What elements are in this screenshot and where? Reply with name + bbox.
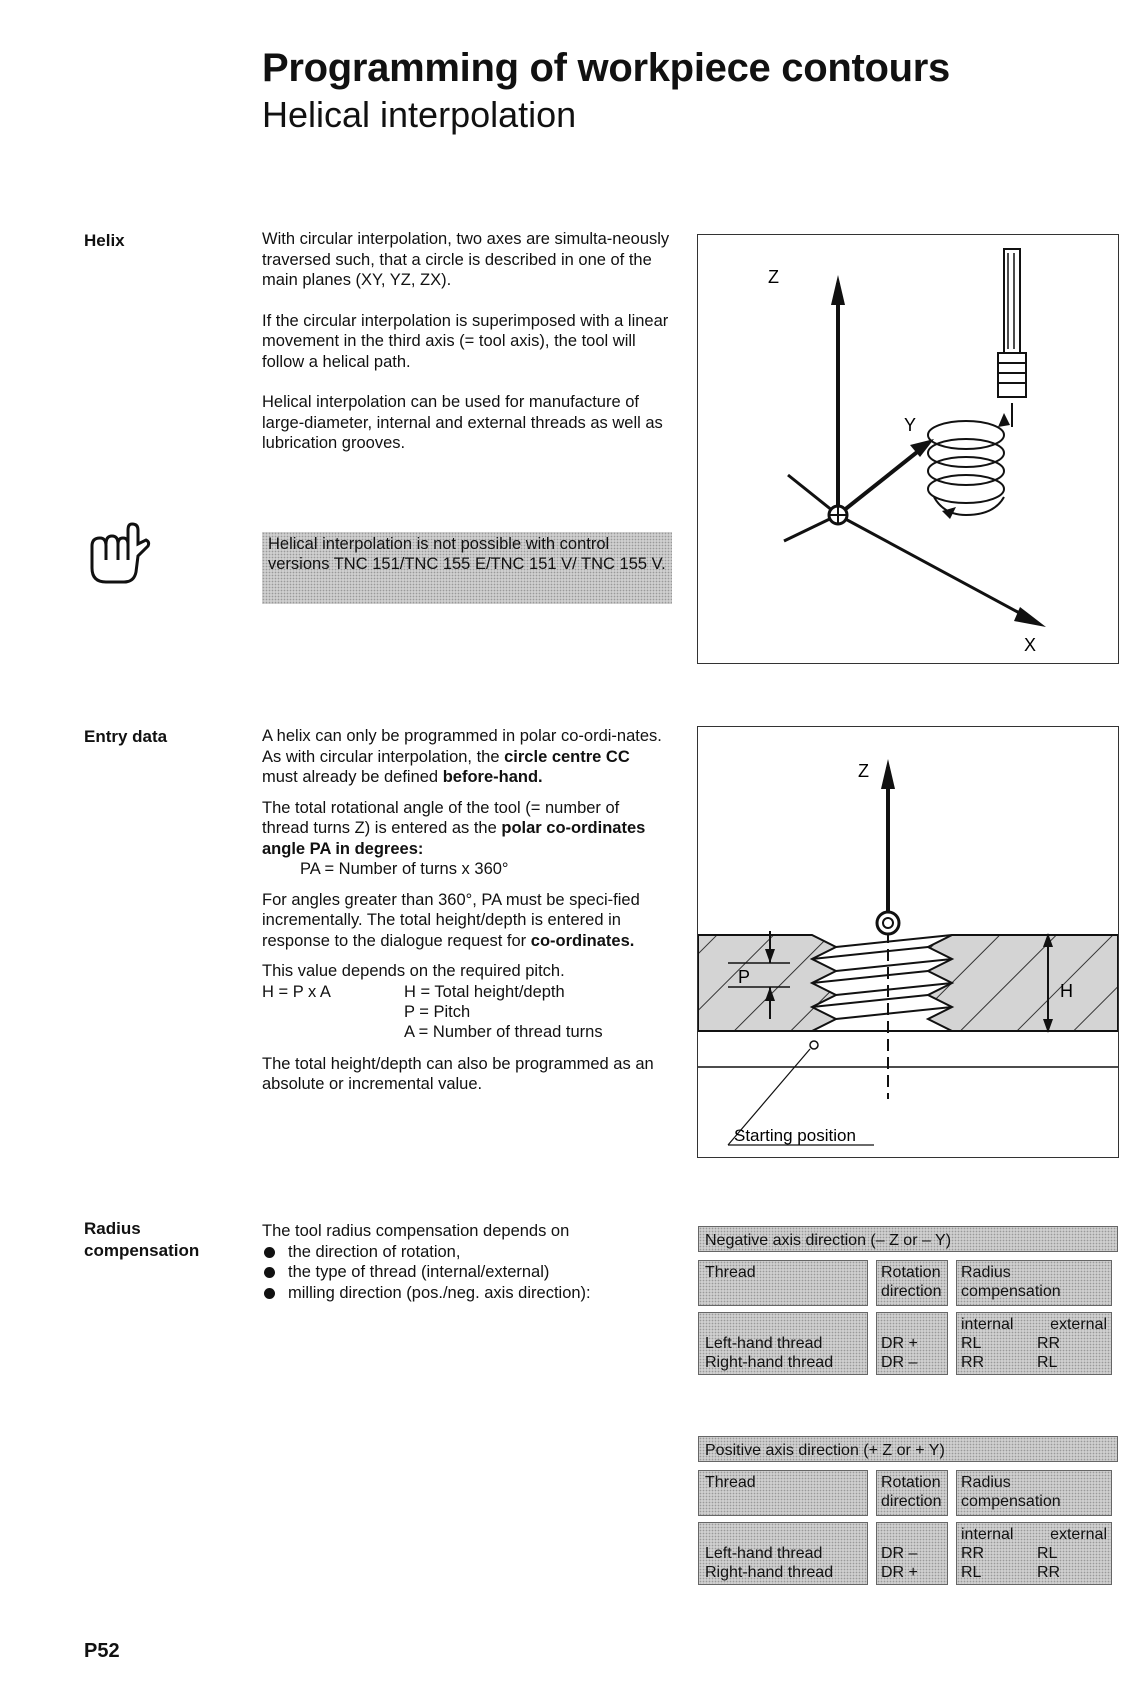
entry-paragraph-4: This value depends on the required pitch. bbox=[262, 962, 565, 980]
milling-tool bbox=[998, 249, 1026, 427]
list-item: the type of thread (internal/external) bbox=[262, 1262, 672, 1283]
header-thread: Thread bbox=[698, 1470, 868, 1516]
entry-paragraph-1: A helix can only be programmed in polar co-ordi-nates. As with circular interpolation, the circle centre CC must already be defined before-hand. bbox=[262, 727, 662, 786]
table-caption: Positive axis direction (+ Z or + Y) bbox=[698, 1436, 1118, 1462]
pa-formula: PA = Number of turns x 360° bbox=[300, 860, 509, 878]
tool-centre-marker bbox=[877, 912, 899, 934]
header-rotation: Rotation direction bbox=[876, 1260, 948, 1306]
list-item: milling direction (pos./neg. axis direction): bbox=[262, 1283, 672, 1304]
header-rotation: Rotation direction bbox=[876, 1470, 948, 1516]
header-radius: Radius compensation bbox=[956, 1470, 1112, 1516]
axis-z-label: Z bbox=[858, 761, 869, 781]
entry-paragraph-5: The total height/depth can also be programmed as an absolute or incremental value. bbox=[262, 1054, 654, 1093]
workpiece-right bbox=[928, 935, 1118, 1031]
y-axis-line bbox=[838, 445, 926, 515]
table-row-thread: Left-hand thread Right-hand thread bbox=[698, 1522, 868, 1585]
section-label-helix: Helix bbox=[84, 231, 125, 250]
section-label-entry-data: Entry data bbox=[84, 727, 168, 746]
z-axis-arrow bbox=[881, 759, 895, 789]
p-label: P bbox=[738, 967, 751, 987]
header-thread: Thread bbox=[698, 1260, 868, 1306]
table-row-rotation: DR + DR – bbox=[876, 1312, 948, 1375]
helix-text bbox=[262, 229, 682, 474]
pointing-hand-icon bbox=[82, 516, 152, 586]
axis-y-label: Y bbox=[904, 415, 917, 435]
entry-text bbox=[262, 726, 662, 1115]
entry-paragraph-3: For angles greater than 360°, PA must be speci-fied incrementally. The total height/depth is entered in response to the dialogue request for co-ordinates. bbox=[262, 890, 640, 950]
axis-x-label: X bbox=[1024, 635, 1037, 655]
list-item: the direction of rotation, bbox=[262, 1242, 672, 1263]
page-number: P52 bbox=[84, 1640, 120, 1662]
note-box: Helical interpolation is not possible with control versions TNC 151/TNC 155 E/TNC 151 V/ TNC 155 V. bbox=[262, 532, 672, 604]
entry-paragraph-2: The total rotational angle of the tool (= number of thread turns Z) is entered as the polar co-ordinates angle PA in degrees: bbox=[262, 798, 646, 858]
page-subtitle: Helical interpolation bbox=[262, 94, 577, 135]
starting-position-label: Starting position bbox=[734, 1126, 856, 1145]
pitch-formula: H = P x A H = Total height/depth P = Pitch A = Number of thread turns bbox=[262, 982, 603, 1041]
table-positive-axis bbox=[698, 1436, 1118, 1585]
helix-path bbox=[928, 421, 1004, 515]
table-caption: Negative axis direction (– Z or – Y) bbox=[698, 1226, 1118, 1252]
page-title: Programming of workpiece contours bbox=[262, 46, 950, 90]
table-negative-axis bbox=[698, 1226, 1118, 1375]
header-radius: Radius compensation bbox=[956, 1260, 1112, 1306]
section-label-radius-compensation: Radius compensation bbox=[84, 1219, 200, 1260]
z-axis-arrow bbox=[831, 275, 845, 305]
axis-z-label: Z bbox=[768, 267, 779, 287]
radius-intro: The tool radius compensation depends on bbox=[262, 1222, 570, 1240]
table-row-rotation: DR – DR + bbox=[876, 1522, 948, 1585]
helix-paragraph-2: If the circular interpolation is superimposed with a linear movement in the third axis (= tool axis), the tool will follow a helical path. bbox=[262, 311, 669, 371]
h-label: H bbox=[1060, 981, 1073, 1001]
radius-bullets bbox=[262, 1242, 672, 1304]
helix-paragraph-1: With circular interpolation, two axes are simulta-neously traversed such, that a circle is described in one of the main planes (XY, YZ, ZX). bbox=[262, 230, 670, 289]
table-row-radius: internal external RL RR RR RL bbox=[956, 1312, 1112, 1375]
table-row-radius: internal external RR RL RL RR bbox=[956, 1522, 1112, 1585]
table-row-thread: Left-hand thread Right-hand thread bbox=[698, 1312, 868, 1375]
helix-figure bbox=[697, 234, 1119, 664]
helix-paragraph-3: Helical interpolation can be used for manufacture of large-diameter, internal and external threads as well as lubrication grooves. bbox=[262, 393, 663, 452]
radius-text bbox=[262, 1221, 672, 1303]
x-axis-arrow bbox=[1014, 607, 1046, 627]
x-axis-line bbox=[838, 515, 1038, 623]
thread-figure bbox=[697, 726, 1119, 1158]
